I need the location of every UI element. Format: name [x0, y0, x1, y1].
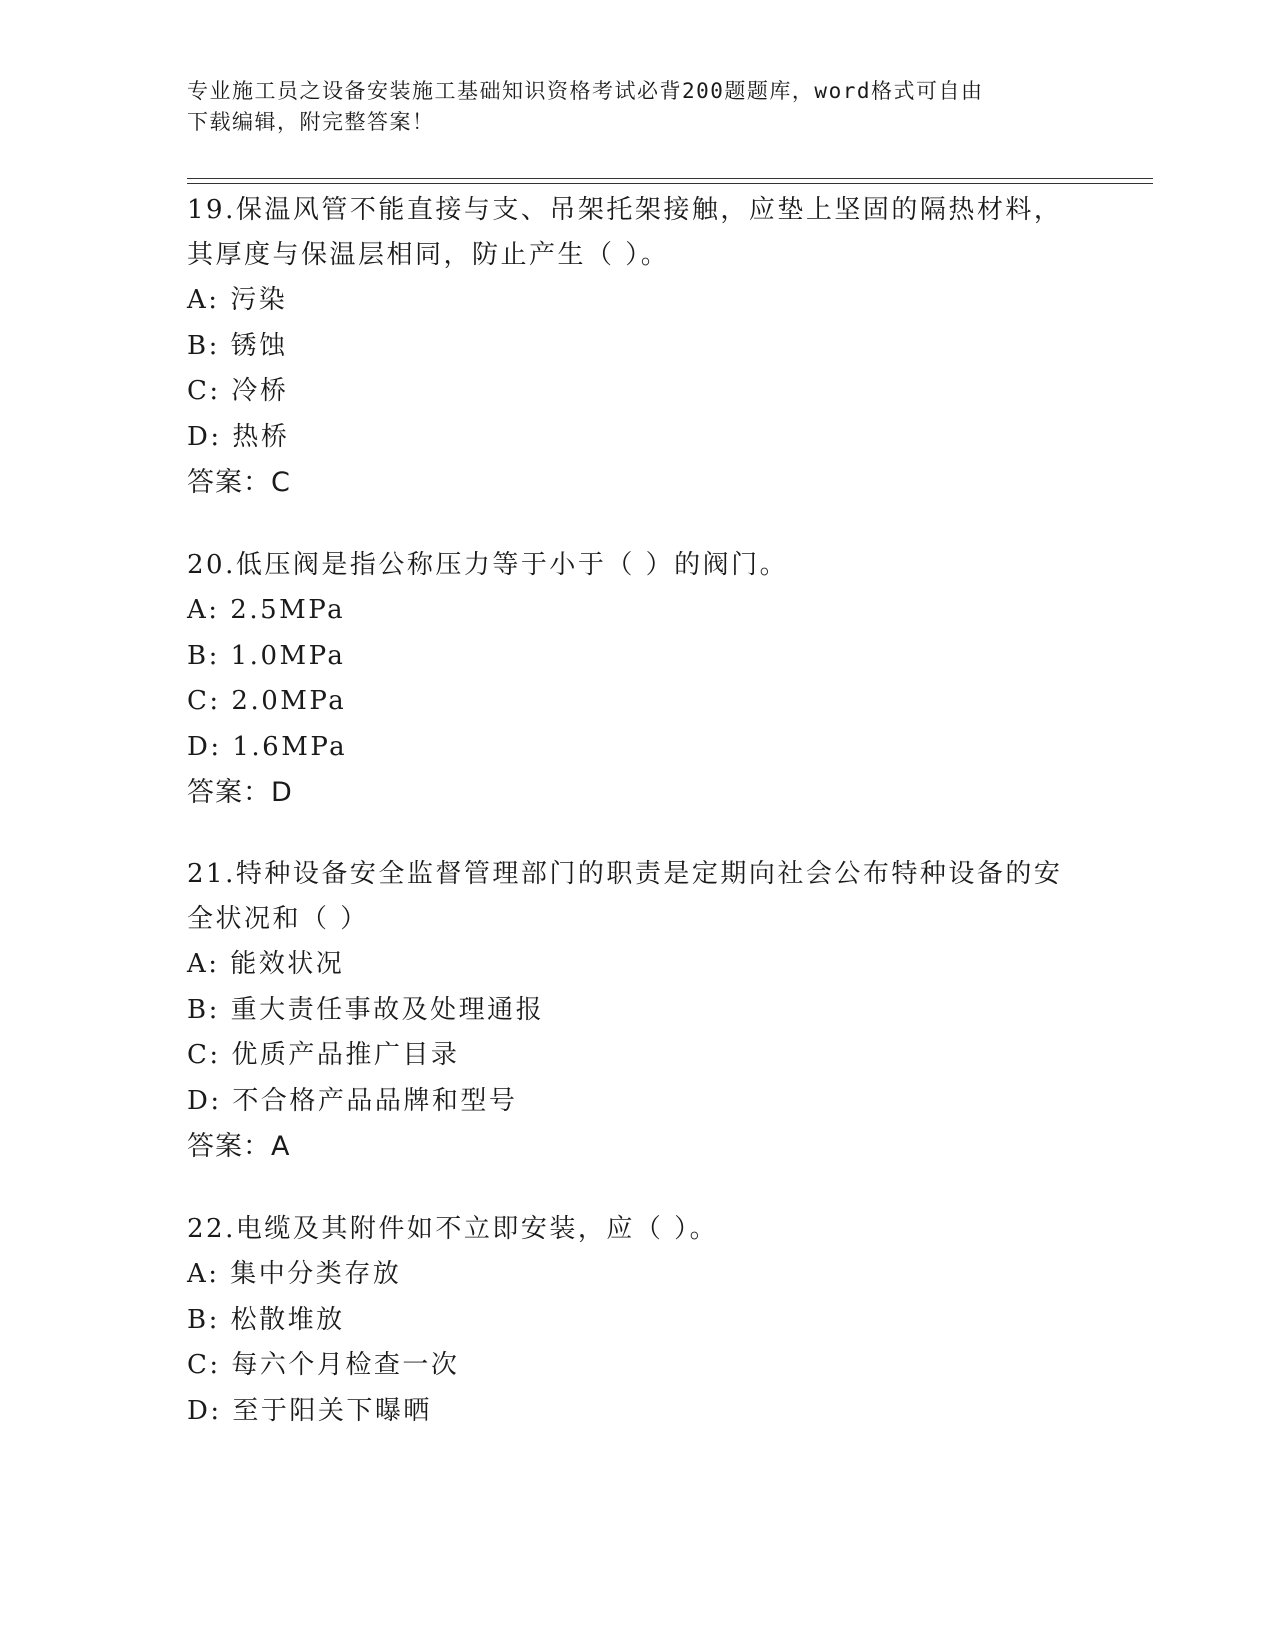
answer: 答案：C	[187, 467, 291, 498]
option-a: A: 污染	[187, 285, 288, 315]
question-stem-line: 22.电缆及其附件如不立即安装，应（ ）。	[187, 1214, 719, 1244]
answer: 答案：A	[187, 1131, 291, 1162]
question-stem-line: 21.特种设备安全监督管理部门的职责是定期向社会公布特种设备的安	[187, 859, 1063, 889]
option-b: B: 1.0MPa	[187, 640, 346, 671]
question-stem-line: 20.低压阀是指公称压力等于小于（ ）的阀门。	[187, 550, 789, 580]
question-21	[187, 852, 1087, 1169]
question-20	[187, 543, 1087, 815]
question-19	[187, 188, 1087, 505]
option-d: D: 不合格产品品牌和型号	[187, 1085, 518, 1116]
option-d: D: 1.6MPa	[187, 731, 348, 762]
question-stem-line: 其厚度与保温层相同，防止产生（ ）。	[187, 240, 670, 270]
option-c: C: 2.0MPa	[187, 686, 347, 716]
question-stem-line: 全状况和（ ）	[187, 904, 369, 934]
option-a: A: 集中分类存放	[187, 1259, 402, 1289]
option-d: D: 至于阳关下曝晒	[187, 1395, 432, 1426]
header-line-1: 专业施工员之设备安装施工基础知识资格考试必背200题题库，word格式可自由	[187, 79, 984, 103]
option-a: A: 能效状况	[187, 949, 345, 979]
answer: 答案：D	[187, 777, 293, 808]
option-c: C: 优质产品推广目录	[187, 1040, 460, 1070]
document-header	[187, 76, 1087, 138]
option-b: B: 锈蚀	[187, 330, 288, 361]
question-22	[187, 1207, 1087, 1434]
option-b: B: 松散堆放	[187, 1304, 345, 1335]
header-divider-top	[187, 178, 1153, 179]
option-c: C: 每六个月检查一次	[187, 1350, 460, 1380]
question-stem-line: 19.保温风管不能直接与支、吊架托架接触，应垫上坚固的隔热材料，	[187, 195, 1063, 225]
option-d: D: 热桥	[187, 421, 290, 452]
option-c: C: 冷桥	[187, 376, 289, 406]
option-b: B: 重大责任事故及处理通报	[187, 994, 545, 1025]
option-a: A: 2.5MPa	[187, 595, 346, 625]
header-line-2: 下载编辑，附完整答案！	[187, 110, 435, 134]
header-divider-bottom	[187, 183, 1153, 184]
